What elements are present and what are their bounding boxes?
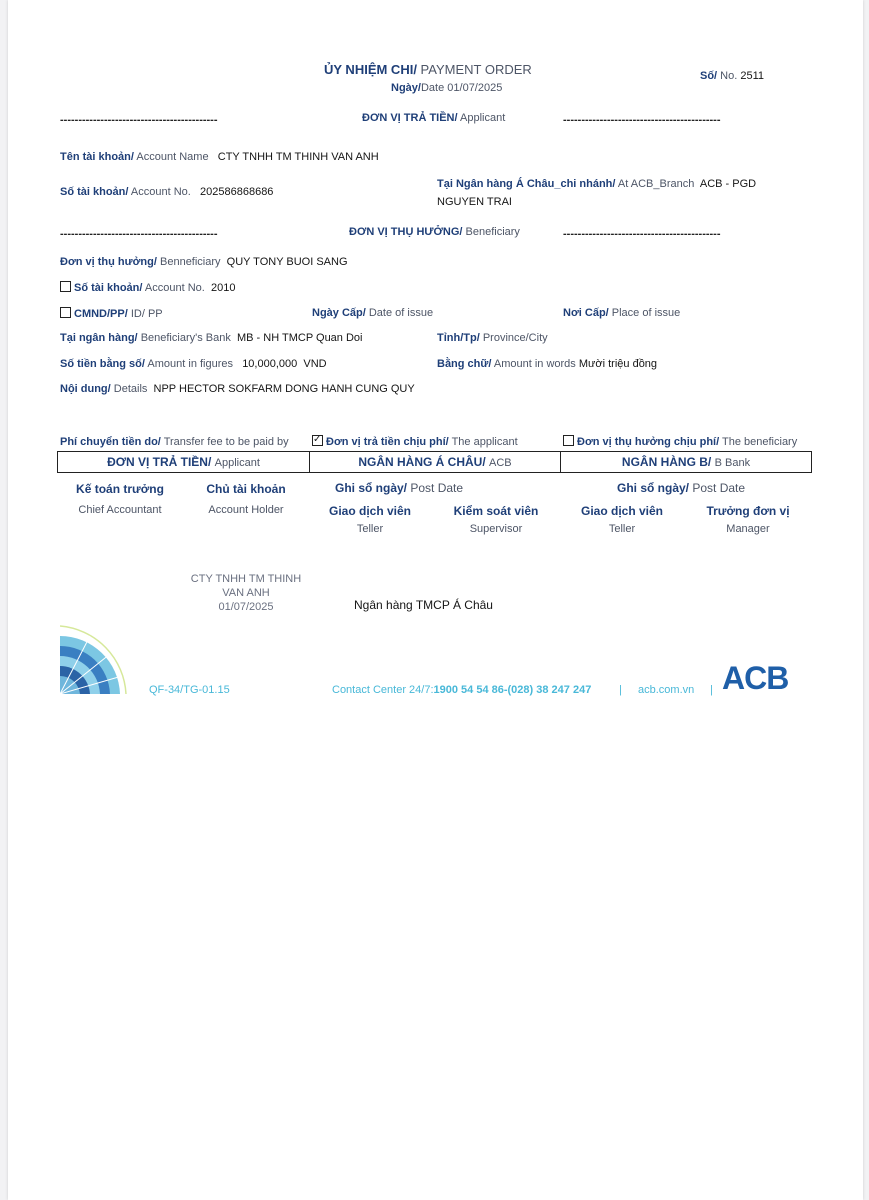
fee-beneficiary-checkbox[interactable] (563, 435, 574, 446)
fee-applicant-checkbox[interactable] (312, 435, 323, 446)
website-link[interactable]: acb.com.vn (638, 684, 695, 696)
sig-chief-accountant: Kế toán trưởng Chief Accountant (76, 482, 164, 516)
sig-account-holder: Chủ tài khoản Account Holder (206, 482, 286, 516)
payment-details: Nội dung/ Details NPP HECTOR SOKFARM DONG HANH CUNG QUY (60, 383, 415, 395)
sig-bbank-manager: Trưởng đơn vị Manager (706, 504, 790, 535)
beneficiary-account-no: Số tài khoản/ Account No. 2010 (60, 281, 235, 295)
beneficiary-id: CMND/PP/ ID/ PP (60, 307, 163, 321)
sig-acb-teller: Giao dịch viên Teller (328, 504, 412, 535)
applicant-stamp: CTY TNHH TM THINH VAN ANH 01/07/2025 (190, 573, 302, 613)
header-cell-bbank: NGÂN HÀNG B/ B Bank (621, 455, 751, 469)
header-cell-applicant: ĐƠN VỊ TRẢ TIỀN/ Applicant (107, 455, 260, 469)
amount-in-words: Bằng chữ/ Amount in words Mười triệu đồng (437, 358, 658, 370)
header-cell-acb: NGÂN HÀNG Á CHÂU/ ACB (358, 455, 512, 469)
payment-order-document (8, 0, 863, 1200)
applicant-branch-line2: NGUYEN TRAI (437, 196, 512, 208)
footer-separator-2: | (710, 684, 713, 696)
beneficiary-name: Đơn vị thụ hưởng/ Benneficiary QUY TONY BUOI SANG (60, 256, 348, 268)
document-date: Ngày/Date 01/07/2025 (391, 82, 503, 94)
beneficiary-issue-place: Nơi Cấp/ Place of issue (563, 307, 681, 319)
fee-beneficiary-option: Đơn vị thụ hưởng chịu phí/ The beneficiary (563, 435, 797, 449)
sig-bbank-teller: Giao dịch viên Teller (580, 504, 664, 535)
account-no-checkbox[interactable] (60, 281, 71, 292)
transfer-fee-label: Phí chuyển tiền do/ Transfer fee to be paid by (60, 436, 289, 448)
document-number: Số/ No. 2511 (700, 70, 765, 82)
sig-acb-supervisor: Kiểm soát viên Supervisor (453, 504, 539, 535)
signature-header-table (57, 451, 812, 473)
fee-applicant-option: ✓ Đơn vị trả tiền chịu phí/ The applicant (312, 435, 518, 449)
footer-separator: | (619, 684, 622, 696)
beneficiary-bank: Tại ngân hàng/ Beneficiary's Bank MB - NH TMCP Quan Doi (60, 332, 363, 344)
acb-logo: ACB (722, 660, 789, 696)
id-checkbox[interactable] (60, 307, 71, 318)
separator-right-beneficiary: ------------------------------------------- (563, 228, 721, 240)
separator-left-applicant: ------------------------------------------- (60, 114, 218, 126)
applicant-section-title: ĐƠN VỊ TRẢ TIỀN/ Applicant (362, 112, 506, 124)
document-title: ỦY NHIỆM CHI/ PAYMENT ORDER (324, 62, 532, 77)
beneficiary-province: Tỉnh/Tp/ Province/City (437, 332, 548, 344)
acb-decorative-arc-icon (60, 624, 128, 694)
separator-right-applicant: ------------------------------------------- (563, 114, 721, 126)
separator-left-beneficiary: ------------------------------------------- (60, 228, 218, 240)
contact-center: Contact Center 24/7:1900 54 54 86-(028) 38 247 247 (332, 684, 592, 696)
beneficiary-issue-date: Ngày Cấp/ Date of issue (312, 307, 434, 319)
bbank-post-date: Ghi sổ ngày/ Post Date (617, 481, 746, 495)
applicant-account-no: Số tài khoản/ Account No. 202586868686 (60, 186, 274, 198)
beneficiary-section-title: ĐƠN VỊ THỤ HƯỞNG/ Beneficiary (349, 226, 520, 238)
amount-in-figures: Số tiền bằng số/ Amount in figures 10,000,000 VND (60, 358, 327, 370)
applicant-account-name: Tên tài khoản/ Account Name CTY TNHH TM THINH VAN ANH (60, 151, 379, 163)
acb-post-date: Ghi sổ ngày/ Post Date (335, 481, 464, 495)
form-code: QF-34/TG-01.15 (149, 684, 230, 696)
acb-bank-name: Ngân hàng TMCP Á Châu (354, 598, 493, 612)
applicant-branch: Tại Ngân hàng Á Châu_chi nhánh/ At ACB_Branch ACB - PGD (437, 178, 757, 190)
